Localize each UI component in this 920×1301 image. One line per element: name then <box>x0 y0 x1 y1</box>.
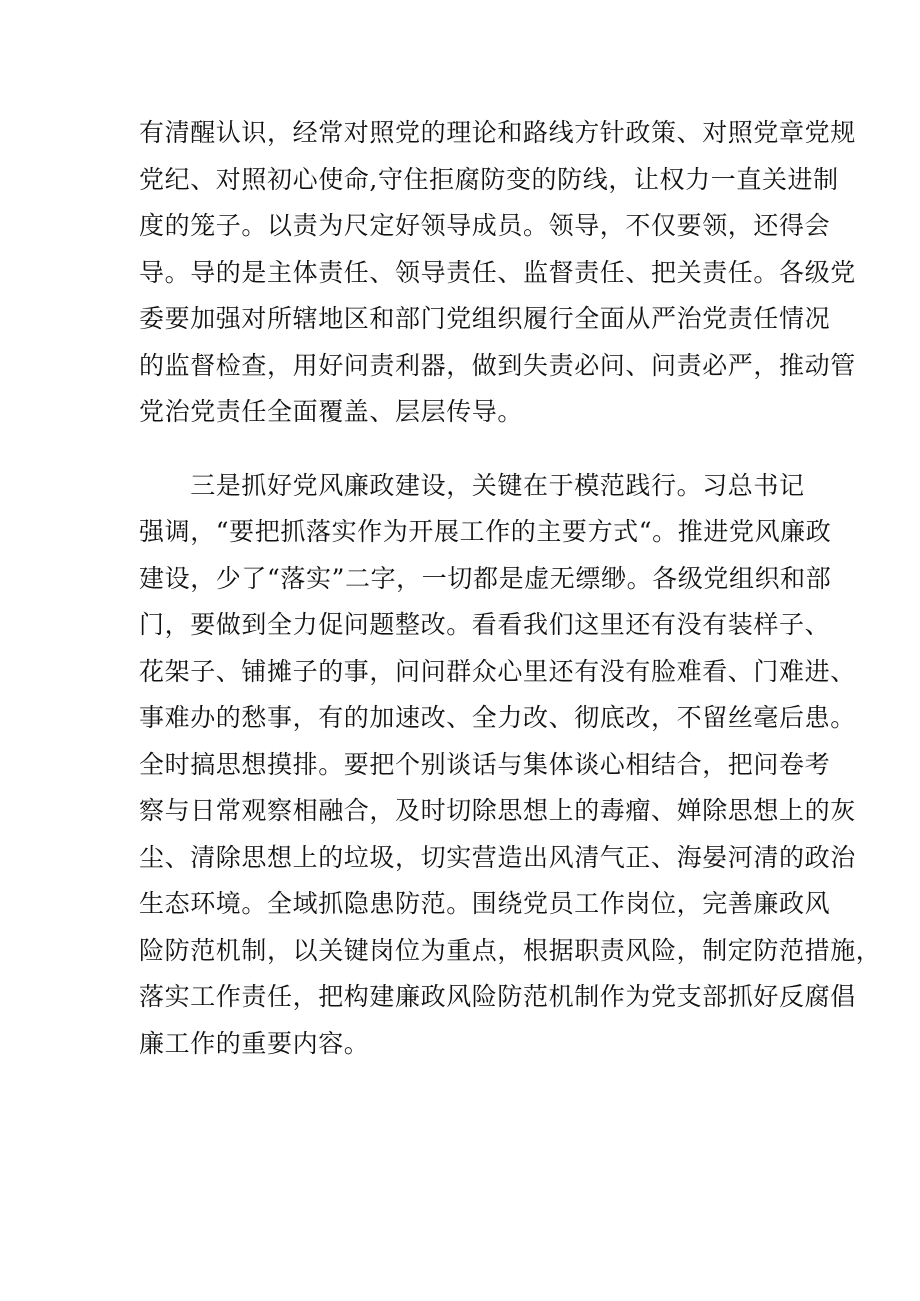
paragraph-gap <box>139 436 799 463</box>
paragraph-2 <box>139 463 882 1068</box>
text-line: 建设，少了“落实”二字，一切都是虚无缥缈。各级党组织和部 <box>139 563 832 593</box>
text-line: 廉工作的重要内容。 <box>139 1028 370 1058</box>
text-line: 三是抓好党风廉政建设，关键在于模范践行。习总书记 <box>139 470 805 500</box>
text-line: 察与日常观察相融合，及时切除思想上的毒瘤、婵除思想上的灰 <box>139 796 856 825</box>
text-line: 导。导的是主体责任、领导责任、监督责任、把关责任。各级党 <box>139 257 856 287</box>
text-line: 事难办的愁事，有的加速改、全力改、彻底改，不留丝毫后患。 <box>139 703 856 732</box>
text-line: 险防范机制，以关键岗位为重点，根据职责风险，制定防范措施， <box>139 935 882 965</box>
text-line: 尘、清除思想上的垃圾，切实营造出风清气正、海晏河清的政治 <box>139 842 856 872</box>
paragraph-1 <box>139 110 856 436</box>
text-line: 全时搞思想摸排。要把个别谈话与集体谈心相结合，把问卷考 <box>139 749 831 779</box>
text-line: 党纪、对照初心使命,守住拒腐防变的防线，让权力一直关进制 <box>139 164 839 194</box>
text-line: 党治党责任全面覆盖、层层传导。 <box>139 397 524 426</box>
text-line: 度的笼子。以责为尺定好领导成员。领导，不仅要领，还得会 <box>139 211 831 240</box>
text-line: 落实工作责任，把构建廉政风险防范机制作为党支部抓好反腐倡 <box>139 982 856 1011</box>
text-line: 强调，“要把抓落实作为开展工作的主要方式“。推进党风廉政 <box>139 517 832 546</box>
document-body <box>139 110 882 1067</box>
text-line: 的监督检查，用好问责利器，做到失责必问、问责必严，推动管 <box>139 350 856 380</box>
text-line: 有清醒认识，经常对照党的理论和路线方针政策、对照党章党规 <box>139 118 856 147</box>
text-line: 花架子、铺摊子的事，问问群众心里还有没有脸难看、门难进、 <box>139 656 856 686</box>
text-line: 委要加强对所辖地区和部门党组织履行全面从严治党责任情况 <box>139 304 831 333</box>
text-line: 门，要做到全力促问题整改。看看我们这里还有没有装样子、 <box>139 610 831 639</box>
text-line: 生态环境。全域抓隐患防范。围绕党员工作岗位，完善廉政风 <box>139 889 831 918</box>
